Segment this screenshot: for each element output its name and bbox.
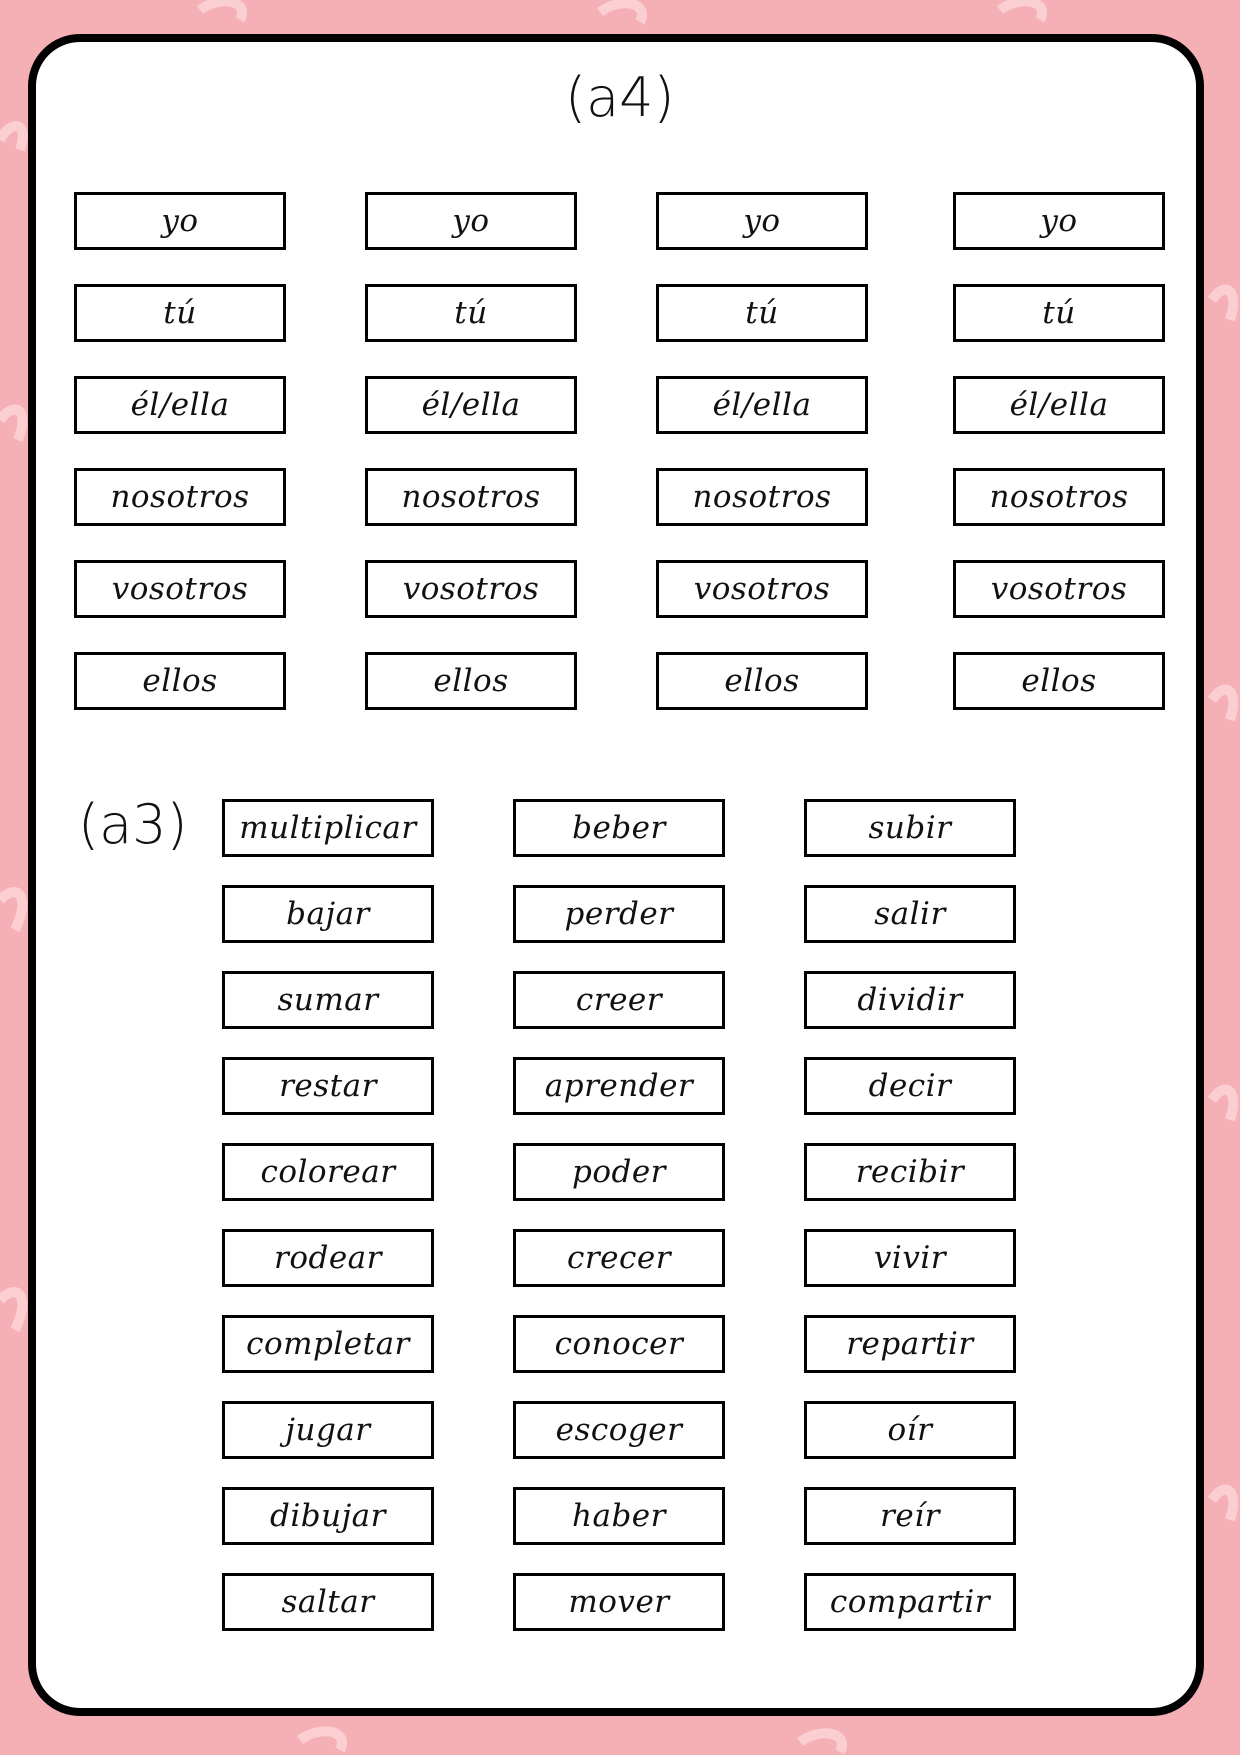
pronoun-card[interactable]: nosotros bbox=[953, 468, 1165, 526]
pronoun-card[interactable]: tú bbox=[74, 284, 286, 342]
verb-card[interactable]: escoger bbox=[513, 1401, 725, 1459]
pronoun-card[interactable]: tú bbox=[953, 284, 1165, 342]
pronoun-card[interactable]: vosotros bbox=[74, 560, 286, 618]
pronoun-card[interactable]: él/ella bbox=[74, 376, 286, 434]
verb-card[interactable]: jugar bbox=[222, 1401, 434, 1459]
verb-card[interactable]: oír bbox=[804, 1401, 1016, 1459]
pronoun-card[interactable]: tú bbox=[656, 284, 868, 342]
pronoun-card[interactable]: tú bbox=[365, 284, 577, 342]
verb-card[interactable]: sumar bbox=[222, 971, 434, 1029]
verb-card[interactable]: perder bbox=[513, 885, 725, 943]
verb-card[interactable]: bajar bbox=[222, 885, 434, 943]
verb-card[interactable]: vivir bbox=[804, 1229, 1016, 1287]
pronoun-card[interactable]: él/ella bbox=[365, 376, 577, 434]
verb-card[interactable]: dibujar bbox=[222, 1487, 434, 1545]
pronoun-card[interactable]: él/ella bbox=[656, 376, 868, 434]
pronoun-card[interactable]: ellos bbox=[74, 652, 286, 710]
verb-card[interactable]: decir bbox=[804, 1057, 1016, 1115]
pronoun-card[interactable]: yo bbox=[953, 192, 1165, 250]
verb-card[interactable]: crecer bbox=[513, 1229, 725, 1287]
pronoun-card[interactable]: yo bbox=[656, 192, 868, 250]
verb-card[interactable]: haber bbox=[513, 1487, 725, 1545]
pronoun-card[interactable]: él/ella bbox=[953, 376, 1165, 434]
verb-card[interactable]: multiplicar bbox=[222, 799, 434, 857]
verb-card[interactable]: conocer bbox=[513, 1315, 725, 1373]
pronoun-card[interactable]: vosotros bbox=[656, 560, 868, 618]
pronoun-card[interactable]: yo bbox=[365, 192, 577, 250]
pronoun-card[interactable]: nosotros bbox=[74, 468, 286, 526]
verb-card[interactable]: reír bbox=[804, 1487, 1016, 1545]
verb-card[interactable]: beber bbox=[513, 799, 725, 857]
verb-card[interactable]: dividir bbox=[804, 971, 1016, 1029]
verb-card[interactable]: saltar bbox=[222, 1573, 434, 1631]
verb-card[interactable]: recibir bbox=[804, 1143, 1016, 1201]
pronoun-card[interactable]: nosotros bbox=[365, 468, 577, 526]
verb-card[interactable]: subir bbox=[804, 799, 1016, 857]
verb-card[interactable]: aprender bbox=[513, 1057, 725, 1115]
section-a3-heading: (a3) bbox=[78, 793, 188, 856]
verb-card[interactable]: salir bbox=[804, 885, 1016, 943]
verb-card[interactable]: creer bbox=[513, 971, 725, 1029]
verb-card[interactable]: repartir bbox=[804, 1315, 1016, 1373]
verb-card[interactable]: restar bbox=[222, 1057, 434, 1115]
verb-card[interactable]: colorear bbox=[222, 1143, 434, 1201]
pronoun-card[interactable]: ellos bbox=[656, 652, 868, 710]
pronoun-card[interactable]: vosotros bbox=[953, 560, 1165, 618]
pronoun-card[interactable]: ellos bbox=[953, 652, 1165, 710]
pronoun-card[interactable]: yo bbox=[74, 192, 286, 250]
pronoun-card[interactable]: ellos bbox=[365, 652, 577, 710]
pronoun-card[interactable]: nosotros bbox=[656, 468, 868, 526]
section-a4-heading: (a4) bbox=[565, 66, 675, 129]
verb-card[interactable]: completar bbox=[222, 1315, 434, 1373]
verb-card[interactable]: mover bbox=[513, 1573, 725, 1631]
verb-card[interactable]: compartir bbox=[804, 1573, 1016, 1631]
pronoun-card[interactable]: vosotros bbox=[365, 560, 577, 618]
verb-card[interactable]: poder bbox=[513, 1143, 725, 1201]
verb-card[interactable]: rodear bbox=[222, 1229, 434, 1287]
